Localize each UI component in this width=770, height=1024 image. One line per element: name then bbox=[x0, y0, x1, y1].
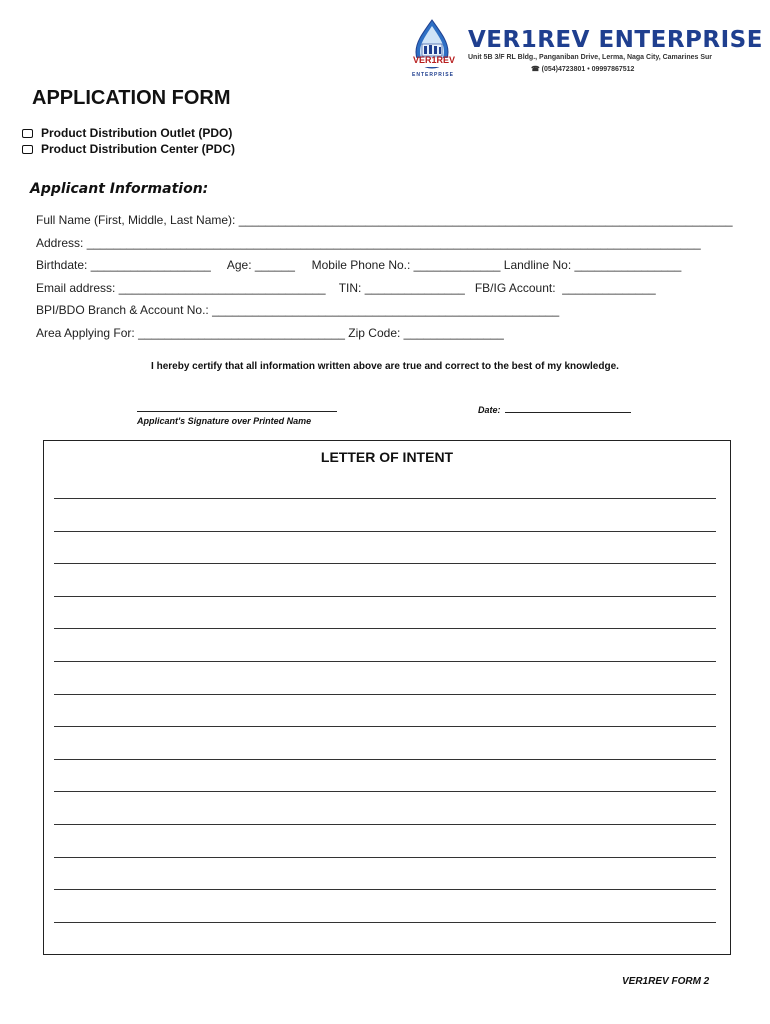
date-label: Date: bbox=[478, 405, 501, 415]
birthdate-field[interactable]: __________________ bbox=[90, 258, 211, 272]
page-title: APPLICATION FORM bbox=[32, 87, 231, 109]
full-name-field[interactable]: __________________________________________________________________________ bbox=[238, 213, 733, 227]
letter-line[interactable] bbox=[54, 759, 716, 760]
fbig-label: FB/IG Account: bbox=[474, 281, 563, 295]
brand-name: VER1REV ENTERPRISE bbox=[468, 27, 763, 53]
signature-line[interactable] bbox=[137, 411, 337, 412]
checkbox-pdc[interactable] bbox=[22, 145, 33, 154]
email-label: Email address: bbox=[36, 281, 119, 295]
option-pdo[interactable] bbox=[22, 126, 232, 140]
birthdate-row bbox=[36, 258, 681, 272]
full-name-label: Full Name (First, Middle, Last Name): bbox=[36, 213, 239, 227]
letter-line[interactable] bbox=[54, 889, 716, 890]
area-field[interactable]: _______________________________ bbox=[138, 326, 345, 340]
logo-subtext: ENTERPRISE bbox=[412, 72, 454, 78]
certification-text: I hereby certify that all information written above are true and correct to the best of my knowledge. bbox=[151, 361, 619, 372]
mobile-field[interactable]: _____________ bbox=[413, 258, 501, 272]
checkbox-pdo[interactable] bbox=[22, 129, 33, 138]
brand-address: Unit 5B 3/F RL Bldg., Panganiban Drive, Lerma, Naga City, Camarines Sur bbox=[468, 54, 713, 61]
address-row bbox=[36, 236, 701, 250]
signature-label: Applicant's Signature over Printed Name bbox=[137, 416, 312, 426]
letter-line[interactable] bbox=[54, 563, 716, 564]
date-field[interactable] bbox=[505, 404, 631, 413]
date-row bbox=[478, 404, 631, 415]
bank-row bbox=[36, 303, 559, 317]
letter-line[interactable] bbox=[54, 726, 716, 727]
letter-line[interactable] bbox=[54, 596, 716, 597]
letter-line[interactable] bbox=[54, 498, 716, 499]
age-field[interactable]: ______ bbox=[254, 258, 295, 272]
birthdate-label: Birthdate: bbox=[36, 258, 91, 272]
email-field[interactable]: _______________________________ bbox=[118, 281, 326, 295]
landline-field[interactable]: ________________ bbox=[574, 258, 682, 272]
bank-field[interactable]: ____________________________________________________ bbox=[212, 303, 560, 317]
area-label: Area Applying For: bbox=[36, 326, 139, 340]
letter-title: LETTER OF INTENT bbox=[320, 449, 454, 465]
area-row bbox=[36, 326, 504, 340]
address-label: Address: bbox=[36, 236, 87, 250]
zip-field[interactable]: _______________ bbox=[403, 326, 504, 340]
letter-line[interactable] bbox=[54, 661, 716, 662]
letter-line[interactable] bbox=[54, 694, 716, 695]
mobile-label: Mobile Phone No.: bbox=[311, 258, 414, 272]
option-pdc-label: Product Distribution Center (PDC) bbox=[41, 142, 235, 156]
logo-text: VER1REV bbox=[413, 55, 456, 65]
full-name-row bbox=[36, 213, 733, 227]
email-row bbox=[36, 281, 656, 295]
tin-field[interactable]: _______________ bbox=[364, 281, 465, 295]
letter-line[interactable] bbox=[54, 824, 716, 825]
letter-line[interactable] bbox=[54, 531, 716, 532]
option-pdo-label: Product Distribution Outlet (PDO) bbox=[41, 126, 233, 140]
logo-wordmark bbox=[413, 55, 455, 65]
section-title: Applicant Information: bbox=[30, 181, 209, 197]
letter-line[interactable] bbox=[54, 922, 716, 923]
letter-line[interactable] bbox=[54, 857, 716, 858]
landline-label: Landline No: bbox=[503, 258, 575, 272]
letter-line[interactable] bbox=[54, 791, 716, 792]
address-field[interactable]: ____________________________________________________________________________________________ bbox=[86, 236, 701, 250]
age-label: Age: bbox=[226, 258, 255, 272]
company-logo bbox=[410, 18, 460, 76]
bank-label: BPI/BDO Branch & Account No.: bbox=[36, 303, 213, 317]
form-id: VER1REV FORM 2 bbox=[622, 976, 710, 987]
letter-of-intent-box bbox=[43, 440, 731, 955]
tin-label: TIN: bbox=[338, 281, 365, 295]
zip-label: Zip Code: bbox=[348, 326, 404, 340]
brand-phone: ☎ (054)4723801 • 09997867512 bbox=[531, 66, 635, 73]
fbig-field[interactable]: ______________ bbox=[562, 281, 656, 295]
option-pdc[interactable] bbox=[22, 142, 235, 156]
letter-line[interactable] bbox=[54, 628, 716, 629]
